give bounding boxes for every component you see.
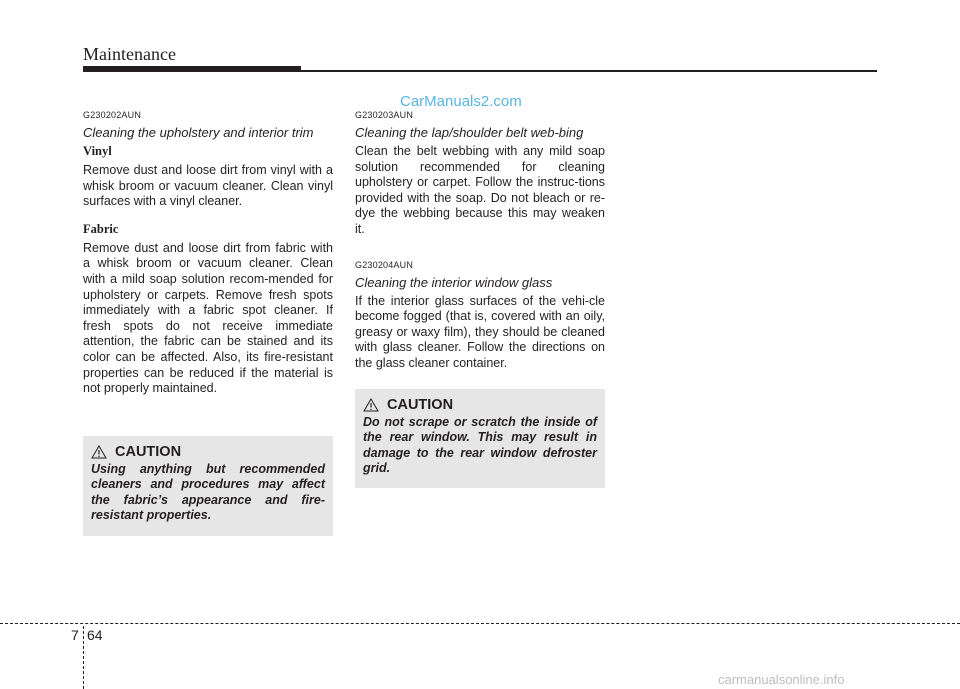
caution-box-window <box>355 389 605 488</box>
watermark-bottom: carmanualsonline.info <box>718 672 845 687</box>
vinyl-text: Remove dust and loose dirt from vinyl with a whisk broom or vacuum cleaner. Clean vinyl surfaces with a vinyl cleaner. <box>83 163 333 209</box>
section-code: G230204AUN <box>355 259 414 270</box>
caution-label: CAUTION <box>115 444 182 460</box>
section-title: Cleaning the upholstery and interior trim <box>83 125 314 140</box>
vinyl-heading: Vinyl <box>83 144 112 158</box>
section-code: G230202AUN <box>83 110 142 120</box>
warning-triangle-icon <box>363 398 379 412</box>
chapter-number: 7 <box>71 627 79 643</box>
header-rule <box>301 70 877 72</box>
belt-text: Clean the belt webbing with any mild soap solution recommended for cleaning upholstery or carpet. Follow the instruc-tions provided with the soap. Do not bleach or re-dye the webbing because this may weaken it. <box>355 144 605 236</box>
warning-triangle-icon <box>91 445 107 459</box>
caution-label: CAUTION <box>387 397 454 413</box>
glass-text: If the interior glass surfaces of the vehi-cle become fogged (that is, covered with an oily, greasy or waxy film), they should be cleaned with glass cleaner. Follow the directions on the glass cleaner container. <box>355 293 605 370</box>
fabric-text: Remove dust and loose dirt from fabric with a whisk broom or vacuum cleaner. Clean with a mild soap solution recom-mended for upholstery or carpets. Remove fresh spots immediately with a fabric spot cleaner. If fresh spots do not receive immediate attention, the fabric can be stained and its color can be affected. Also, its fire-resistant properties can be reduced if the material is not properly maintained. <box>83 240 333 396</box>
section-title: Cleaning the lap/shoulder belt web-bing <box>355 125 584 140</box>
page-number: 64 <box>87 627 103 643</box>
caution-box-upholstery <box>83 436 333 536</box>
footer-rule <box>0 623 960 624</box>
caution-text: Do not scrape or scratch the inside of the rear window. This may result in damage to the rear window defroster grid. <box>363 415 597 476</box>
right-column <box>355 110 605 384</box>
left-column <box>83 110 333 409</box>
section-title: Cleaning the interior window glass <box>355 274 553 290</box>
watermark-top: CarManuals2.com <box>400 93 522 110</box>
footer-divider <box>83 626 84 689</box>
page-header-title: Maintenance <box>83 44 176 64</box>
header-bar <box>83 66 301 72</box>
section-code: G230203AUN <box>355 110 414 120</box>
fabric-heading: Fabric <box>83 221 119 236</box>
caution-text: Using anything but recommended cleaners and procedures may affect the fabric’s appearance and fire-resistant properties. <box>91 462 325 523</box>
